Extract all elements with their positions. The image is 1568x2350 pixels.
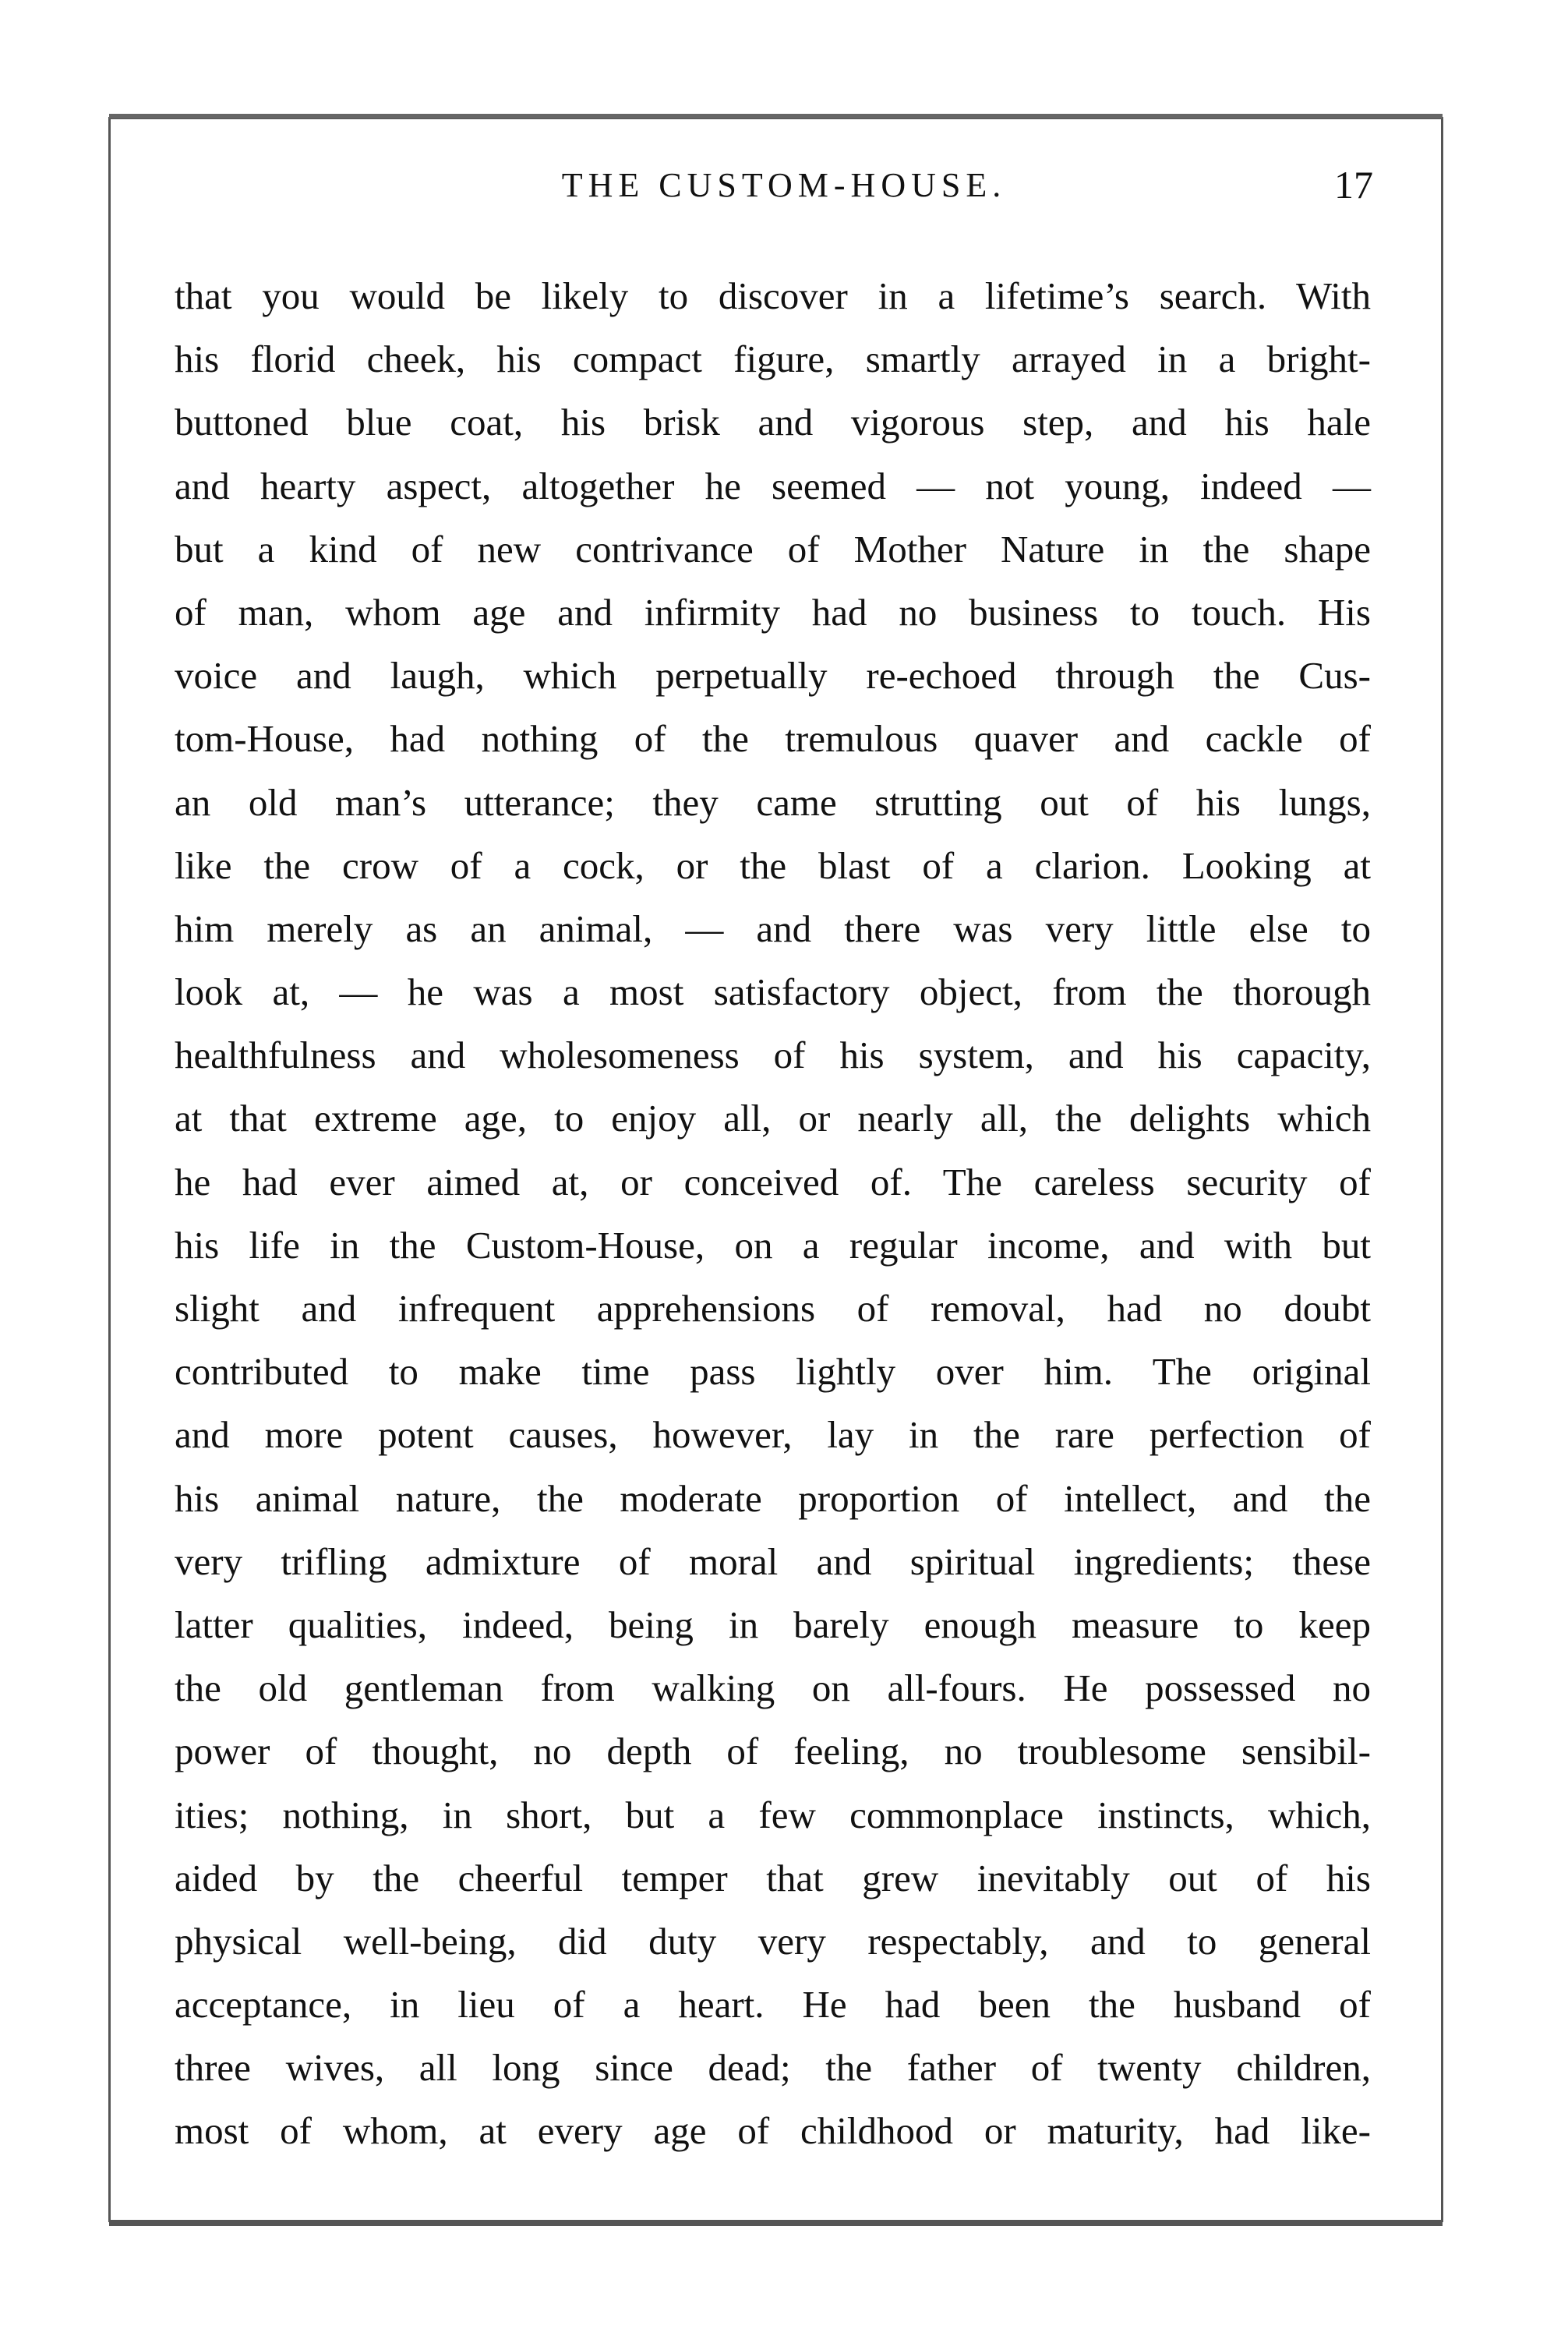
body-text bbox=[175, 271, 1371, 2170]
text-line: an old man’s utterance; they came strutting out of his lungs, bbox=[175, 780, 1371, 824]
text-line: acceptance, in lieu of a heart. He had been the husband of bbox=[175, 1983, 1371, 2027]
text-line: he had ever aimed at, or conceived of. The careless security of bbox=[175, 1160, 1371, 1203]
text-line: three wives, all long since dead; the father of twenty children, bbox=[175, 2046, 1371, 2090]
text-line: power of thought, no depth of feeling, no troublesome sensibil- bbox=[175, 1730, 1371, 1773]
text-line: and more potent causes, however, lay in the rare perfection of bbox=[175, 1413, 1371, 1457]
text-line: buttoned blue coat, his brisk and vigorous step, and his hale bbox=[175, 401, 1371, 444]
text-line: very trifling admixture of moral and spiritual ingredients; these bbox=[175, 1539, 1371, 1583]
text-line: physical well-being, did duty very respectably, and to general bbox=[175, 1919, 1371, 1963]
text-line: voice and laugh, which perpetually re-echoed through the Cus- bbox=[175, 654, 1371, 698]
text-line: at that extreme age, to enjoy all, or nearly all, the delights which bbox=[175, 1097, 1371, 1140]
text-line: that you would be likely to discover in a lifetime’s search. With bbox=[175, 274, 1371, 317]
text-line: but a kind of new contrivance of Mother Nature in the shape bbox=[175, 527, 1371, 571]
text-line: most of whom, at every age of childhood or maturity, had like- bbox=[175, 2109, 1371, 2153]
text-line: contributed to make time pass lightly over him. The original bbox=[175, 1350, 1371, 1394]
text-line: look at, — he was a most satisfactory object, from the thorough bbox=[175, 970, 1371, 1014]
text-line: like the crow of a cock, or the blast of a clarion. Looking at bbox=[175, 843, 1371, 887]
text-line: tom-House, had nothing of the tremulous quaver and cackle of bbox=[175, 717, 1371, 761]
text-line: of man, whom age and infirmity had no business to touch. His bbox=[175, 590, 1371, 634]
text-line: healthfulness and wholesomeness of his system, and his capacity, bbox=[175, 1034, 1371, 1077]
text-line: ities; nothing, in short, but a few commonplace instincts, which, bbox=[175, 1793, 1371, 1836]
text-line: slight and infrequent apprehensions of removal, had no doubt bbox=[175, 1287, 1371, 1330]
text-line: latter qualities, indeed, being in barely enough measure to keep bbox=[175, 1603, 1371, 1646]
running-title: THE CUSTOM-HOUSE. bbox=[561, 166, 1007, 204]
text-line: and hearty aspect, altogether he seemed — not young, indeed — bbox=[175, 464, 1371, 507]
text-line: his animal nature, the moderate proportion of intellect, and the bbox=[175, 1476, 1371, 1520]
text-line: his florid cheek, his compact figure, smartly arrayed in a bright- bbox=[175, 337, 1371, 381]
text-line: the old gentleman from walking on all-fours. He possessed no bbox=[175, 1666, 1371, 1710]
text-line: aided by the cheerful temper that grew inevitably out of his bbox=[175, 1856, 1371, 1899]
text-line: him merely as an animal, — and there was very little else to bbox=[175, 906, 1371, 950]
page-number: 17 bbox=[1334, 163, 1373, 207]
text-line: his life in the Custom-House, on a regular income, and with but bbox=[175, 1223, 1371, 1267]
